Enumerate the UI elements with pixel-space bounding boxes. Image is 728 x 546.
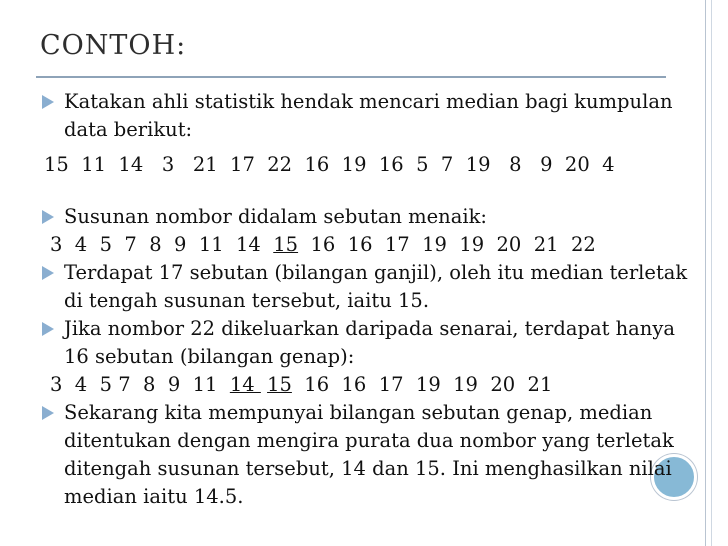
seq-sorted-before: 3 4 5 7 8 9 11 14 (50, 233, 274, 256)
middle-value-15: 15 (267, 373, 292, 396)
data-sequence-sorted (0, 231, 706, 259)
data-sequence-even (0, 371, 706, 399)
slide-frame-right-border (705, 0, 728, 546)
seq-sorted-after: 16 16 17 19 19 20 21 22 (298, 233, 596, 256)
bullet-sorted-heading: Susunan nombor didalam sebutan menaik: (64, 203, 702, 231)
data-sequence-unsorted: 15 11 14 3 21 17 22 16 19 16 5 7 19 8 9 20 4 (44, 153, 615, 176)
title-divider (36, 76, 666, 78)
bullet-intro: Katakan ahli statistik hendak mencari median bagi kumpulan data berikut: (64, 88, 702, 144)
seq-even-before: 3 4 5 7 8 9 11 (50, 373, 230, 396)
bullet-remove-22: Jika nombor 22 dikeluarkan daripada senarai, terdapat hanya 16 sebutan (bilangan genap): (64, 315, 702, 371)
median-value-odd: 15 (273, 233, 299, 256)
seq-even-after: 16 16 17 19 19 20 21 (291, 373, 553, 396)
slide-content (0, 88, 706, 511)
bullet-even-median: Sekarang kita mempunyai bilangan sebutan genap, median ditentukan dengan mengira purata dua nombor yang terletak ditengah susunan tersebut, 14 dan 15. Ini menghasilkan nilai median iaitu 14.5. (64, 399, 702, 511)
slide-title: CONTOH: (40, 30, 187, 61)
bullet-odd-count: Terdapat 17 sebutan (bilangan ganjil), oleh itu median terletak di tengah susunan tersebut, iaitu 15. (64, 259, 702, 315)
middle-value-14: 14 (229, 373, 261, 396)
